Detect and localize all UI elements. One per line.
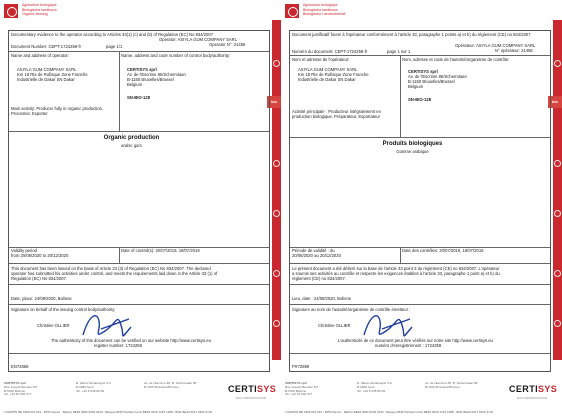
control-body-label: Nom, adresse et code de l'autorité/organisme de contrôle:: [402, 57, 510, 62]
main-activity: Main activity: Producer fully in organic production,: [11, 106, 104, 111]
operator-name: ASIYLA GUM COMPANY SARL: [298, 67, 358, 72]
footer-line: B-1150 Bruxelles/Brussel: [144, 384, 179, 389]
authenticity-line-2: register number: 1724259: [94, 343, 142, 348]
leaf-icon: [273, 60, 280, 67]
footer-line: R. Maria Vandeloejstr 3-6: [76, 381, 111, 385]
bee-icon: [273, 320, 280, 327]
document-reference: EN72869: [11, 364, 29, 369]
top-title: Document justificatif fourni à l'opérateur conformément à l'article 33, paragraphe 1 points a) et b) du règlement (CE) no 834/2007: [292, 32, 531, 37]
side-brand-stripe: [272, 20, 281, 360]
authenticity-line-2: numéro d'enregistrement : 1724259: [375, 343, 442, 348]
validity-label: Validity period: [11, 248, 37, 253]
plate-icon: [554, 160, 561, 167]
control-body-name: CERTISYS sprl: [408, 69, 438, 74]
control-body-address-1: Av. de l'Escrime 85/Schermlaan: [127, 72, 186, 77]
footer-line: B-9000 Gent: [357, 384, 375, 389]
footer: [285, 381, 558, 416]
operator-name: ASIYLA GUM COMPANY SARL: [17, 67, 77, 72]
statement-line-1: This document has been issued on the basis of Article 33 (3) of Regulation (EC) No 834/2007. The declared: [11, 266, 211, 271]
operator-address-label: Nom et adresse de l'opérateur:: [292, 57, 350, 62]
header-line: Biologische Landwirtschaft: [303, 12, 346, 16]
footer-line: Rue Joseph Bouché 5/3: [285, 384, 319, 389]
signer-name: Christine OLLIER: [37, 323, 70, 328]
statement-line-1: Le présent document a été délivré sur la base de l'article 33 point 3 du règlement (CE) no 834/2007. L'opérateur: [292, 266, 500, 271]
header-line: Biologische landbouw: [22, 7, 57, 12]
validity-value: from 20/08/2020 to 20/12/2020: [11, 253, 69, 258]
footer-address-1: [285, 382, 318, 397]
signer-name: Christine OLLIER: [318, 323, 351, 328]
control-body-address-3: Belgium: [127, 82, 143, 87]
validity-label: Période de validité : du: [292, 248, 335, 253]
header-languages: [22, 3, 222, 17]
footer-line: B-5310 Bolinne: [285, 388, 307, 393]
footer-line: R. Maria Vandeloejstr 3-6: [357, 381, 392, 385]
bottle-icon: [273, 210, 280, 217]
header-line: Agriculture biologique: [303, 3, 338, 7]
control-body-label: Name, address and code number of control body/authority:: [121, 53, 231, 58]
flower-icon: [554, 270, 561, 277]
footer-address-3: [425, 382, 477, 390]
document-number: Document Number: CEPT-1724259-fr: [11, 44, 82, 49]
control-body-code: SN-BIO-128: [127, 95, 151, 100]
header-line: Agriculture biologique: [22, 3, 57, 7]
bio-tag: bio: [548, 96, 562, 108]
plate-icon: [273, 160, 280, 167]
authenticity-line-1: The authenticity of this document can be verified on our website http://www.certisys.eu: [51, 338, 211, 343]
document-reference: FR72869: [292, 364, 310, 369]
control-body-address-1: Av. de l'Escrime 85/Schermlaan: [408, 74, 467, 79]
statement-line-3: Regulation (EC) No 834/2007.: [11, 276, 68, 281]
page-number: page 1/1: [106, 44, 123, 49]
footer-line: B-5310 Bolinne: [4, 388, 26, 393]
leaf-icon: [554, 60, 561, 67]
control-date: Date of control(s): 20/07/2019, 18/07/2019: [121, 248, 200, 253]
control-body-name: CERTISYS sprl: [127, 67, 157, 72]
certisys-logo: [509, 384, 557, 394]
logo-part-1: CERTI: [509, 384, 538, 394]
footer-line: Rue Joseph Bouché 5/3: [4, 384, 38, 389]
operator-number: Operator N°: 21456: [209, 42, 246, 47]
header-line: Biologische landbouw: [303, 7, 338, 12]
document-number: Numéro du document: CEPT-1724259-fr: [292, 49, 368, 54]
control-body-address-2: B-1150 Bruxelles/Brussel: [127, 77, 174, 82]
statement-line-2: a soumis ses activités au contrôle et respecte les exigences établies à l'article 33, paragraphe 1 point a) et b) du: [292, 271, 500, 276]
signature-label: Signature on behalf of the issuing control body/authority:: [11, 307, 116, 312]
control-date: Date des contrôles: 20/07/2019, 18/07/2019: [402, 248, 484, 253]
certificate-frame: [289, 30, 551, 372]
place-date: Lieu, date : 24/09/2020, Bolinne: [292, 296, 352, 301]
operator-line: Operator: ASIYLA GUM COMPANY SARL: [159, 37, 238, 42]
certificate-page-french: [281, 0, 562, 419]
footer-bank-details: TVA/BTW BE 0468 021 919 - RPM Namur - Belfius BE66 0682 5252 2643 - Banque BNP Paribas Fortis BE56 0015 7215 1288 - BNK BE44 0017 5252 3732: [4, 410, 213, 414]
footer-address-3: [144, 382, 196, 390]
footer-line: B-1150 Bruxelles/Brussel: [425, 384, 460, 389]
certisys-logo: [228, 384, 276, 394]
footer-address-1: [4, 382, 37, 397]
products-title: Organic production: [103, 135, 160, 141]
main-activity: Activité principale : Producteur intégralement en: [292, 109, 381, 114]
organic-logo-icon: [4, 4, 18, 18]
main-activity-line-2: production biologique, Préparateur, Exportateur: [292, 114, 380, 119]
main-activity-line-2: Processor, Exporter: [11, 111, 48, 116]
footer-bank-details: TVA/BTW BE 0468 021 919 - RPM Namur - Belfius BE66 0682 5252 2643 - Banque BNP Paribas Fortis BE56 0015 7215 1288 - BNK BE44 0017 5252 3732: [285, 410, 494, 414]
bee-icon: [554, 320, 561, 327]
logo-part-1: CERTI: [228, 384, 257, 394]
header-line: Organic farming: [22, 12, 48, 16]
operator-address-1: Km 18 Rte de Rufisque Zone Franche: [17, 72, 88, 77]
footer-line: Tel. +32 81 600 377: [4, 392, 32, 397]
bottle-icon: [554, 210, 561, 217]
control-body-address-2: B-1150 Bruxelles/Brussel: [408, 79, 455, 84]
control-body-code: SN-BIO-128: [408, 97, 432, 102]
operator-address-2: Industrielle de Dakar SN Dakar: [298, 77, 356, 82]
footer-company: CERTISYS sprl: [4, 381, 27, 385]
control-body-address-3: Belgium: [408, 84, 424, 89]
operator-line: Opérateur: ASIYLA GUM COMPANY SARL: [455, 43, 536, 48]
operator-number: N° opérateur: 21456: [495, 48, 533, 53]
logo-subtitle: ECO CERTIFICATION: [236, 396, 267, 400]
operator-address-2: Industrielle de Dakar SN Dakar: [17, 77, 75, 82]
products-title: Produits biologiques: [382, 141, 443, 147]
logo-part-2: SYS: [538, 384, 558, 394]
authenticity-line-1: L'authenticité de ce document peut être vérifiée sur notre site http://www.certisys.eu: [338, 338, 493, 343]
product-item: arabic gum: [121, 143, 142, 148]
footer-address-2: [357, 382, 392, 393]
organic-logo-icon: [285, 4, 299, 18]
statement-line-2: operator has submitted his activities under control, and meets the requirements laid down in the Article 33 (1) of: [11, 271, 218, 276]
footer-line: Av. de l'Escrime 85, B. Schermlaan 85: [144, 381, 197, 385]
operator-address-1: Km 18 Rte de Rufisque Zone Franche: [298, 72, 369, 77]
operator-address-label: Name and address of operator:: [11, 53, 69, 58]
page-number: page 1 sur 1: [387, 49, 411, 54]
flower-icon: [273, 270, 280, 277]
footer-line: B-9000 Gent: [76, 384, 94, 389]
footer-line: Av. de l'Escrime 85, B. Schermlaan 85: [425, 381, 478, 385]
footer-line: Tel. +32 9 245 80 89: [76, 388, 105, 393]
footer: [4, 381, 277, 416]
signature-label: Signature au nom de l'autorité/organisme de contrôle émetteur :: [292, 307, 411, 312]
bio-tag: bio: [267, 96, 281, 108]
header-languages: [303, 3, 503, 17]
validity-value: 20/08/2020 au 20/12/2020: [292, 253, 341, 258]
certificate-frame: [8, 30, 270, 372]
top-title: Documentary evidence to the operator according to Articles 33(1) (c) and (b) of Regulation (EC) No 834/2007: [11, 32, 214, 37]
place-date: Date, place: 24/09/2020, Bolinne: [11, 296, 72, 301]
footer-address-2: [76, 382, 111, 393]
footer-company: CERTISYS sprl: [285, 381, 308, 385]
logo-part-2: SYS: [257, 384, 277, 394]
footer-line: Tel. +32 9 245 80 89: [357, 388, 386, 393]
logo-subtitle: ECO CERTIFICATION: [517, 396, 548, 400]
statement-line-3: règlement (CE) no 834/2007.: [292, 276, 347, 281]
side-brand-stripe: [553, 20, 562, 360]
footer-line: Tel. +32 81 600 377: [285, 392, 313, 397]
product-item: Gomme arabique: [396, 149, 429, 154]
